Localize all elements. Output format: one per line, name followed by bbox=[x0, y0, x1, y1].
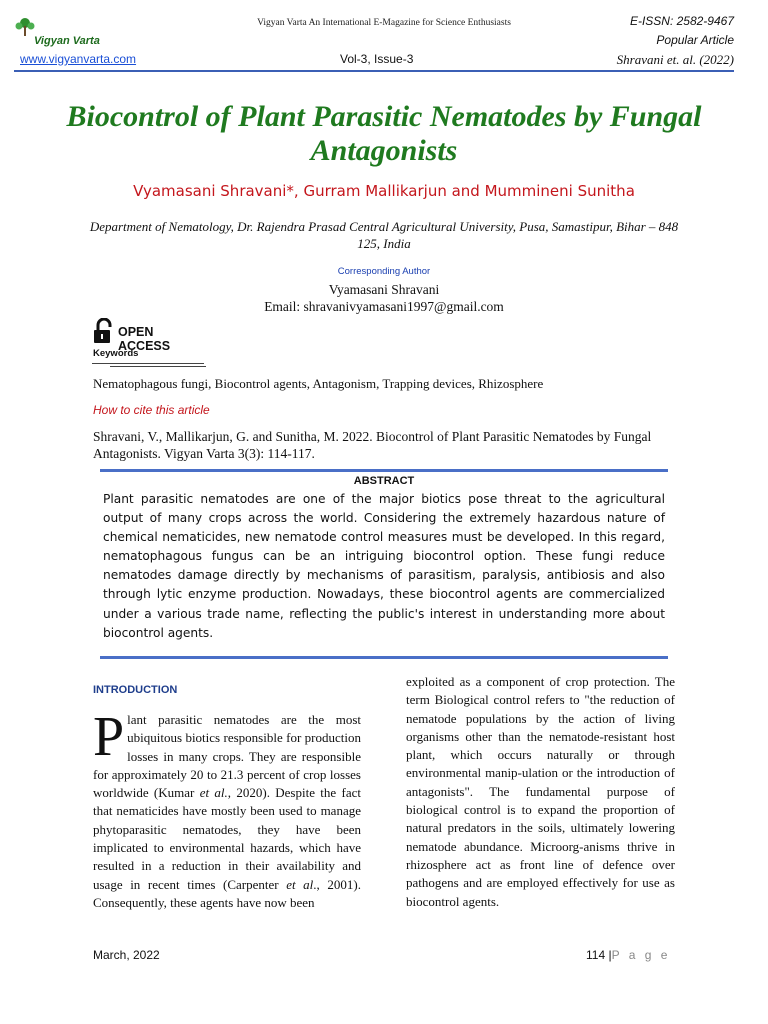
keywords-label: Keywords bbox=[93, 348, 139, 359]
footer-date: March, 2022 bbox=[93, 948, 160, 962]
footer-page-number bbox=[586, 948, 670, 962]
left-text-part-2: , 2020). Despite the fact that nematicides have mostly been used to manage phytoparasitic nematodes, they have been implicated to environmental hazards, which have resulted in a reduction in their availability and usage in recent times (Carpenter bbox=[93, 785, 362, 892]
citation-text: Shravani, V., Mallikarjun, G. and Sunitha, M. 2022. Biocontrol of Plant Parasitic Nematodes by Fungal Antagonists. Vigyan Varta 3(3): 114-117. bbox=[93, 429, 652, 461]
open-access-badge bbox=[92, 318, 207, 353]
page-separator: | bbox=[608, 948, 612, 962]
corresponding-author-name: Vyamasani Shravani bbox=[328, 282, 440, 297]
issn: E-ISSN: 2582-9467 bbox=[629, 14, 734, 28]
logo-text: Vigyan Varta bbox=[34, 35, 100, 47]
drop-cap: P bbox=[93, 706, 125, 768]
left-text-part-3: ., 2001). Consequently, these agents have now been bbox=[93, 876, 361, 910]
abstract-rule-top bbox=[100, 469, 668, 472]
introduction-heading: INTRODUCTION bbox=[93, 684, 178, 696]
article-type: Popular Article bbox=[656, 33, 734, 47]
magazine-title: Vigyan Varta An International E-Magazine for Science Enthusiasts bbox=[257, 18, 511, 28]
left-column-text bbox=[93, 706, 362, 912]
volume-issue: Vol-3, Issue-3 bbox=[340, 52, 414, 66]
running-citation: Shravani et. al. (2022) bbox=[616, 52, 734, 67]
left-text-part-1: lant parasitic nematodes are the most ubiquitous biotics responsible for production losses in many crops. They are responsible for approximately 20 to 21.3 percent of crop losses worldwide (Kumar bbox=[93, 712, 361, 801]
abstract-rule-bottom bbox=[100, 656, 668, 659]
website-link[interactable]: www.vigyanvarta.com bbox=[20, 52, 137, 66]
abstract-body: Plant parasitic nematodes are one of the major biotics pose threat to the agricultural output of many crops across the world. Considering the extremely hazardous nature of chemical nematicides, new nematode control measures must be developed. In this regard, nematophagous fungus can be an intriguing biocontrol option. These fungi reduce nematodes damage directly by mechanisms of parasitism, paralysis, antibiosis and also through lytic enzyme production. Nowadays, these biocontrol agents are commercialized under a various trade name, reflecting the public's interest in understanding more about biocontrol agents. bbox=[103, 492, 665, 640]
authors: Vyamasani Shravani*, Gurram Mallikarjun and Mummineni Sunitha bbox=[133, 182, 635, 200]
open-access-text: OPEN ACCESS bbox=[118, 325, 171, 353]
left-text-italic-1: et al. bbox=[199, 785, 228, 801]
right-column-text: exploited as a component of crop protection. The term Biological control refers to "the reduction of nematode populations by the action of living organisms other than the nematode-resistant host plant, which occurs naturally or through environmental manip-ulation or the introduction of antagonists". The fundamental purpose of biological control is to expand the proportion of natural predators in the soils, ultimately lowering nematode abundance. Microorg-anisms thrive in rhizosphere act as front line of defence over pathogens and are employed effectively for use as biocontrol agents. bbox=[406, 674, 675, 909]
keywords: Nematophagous fungi, Biocontrol agents, Antagonism, Trapping devices, Rhizosphere bbox=[93, 376, 544, 391]
keywords-rule-secondary bbox=[110, 366, 206, 367]
abstract-heading: ABSTRACT bbox=[353, 475, 415, 487]
keywords-rule bbox=[92, 363, 204, 364]
article-title: Biocontrol of Plant Parasitic Nematodes by Fungal Antagonists bbox=[66, 100, 702, 167]
open-lock-icon bbox=[92, 318, 116, 344]
corresponding-author-label: Corresponding Author bbox=[337, 266, 431, 277]
page-number: 114 bbox=[586, 948, 606, 962]
corresponding-author-email[interactable]: Email: shravanivyamasani1997@gmail.com bbox=[264, 299, 504, 314]
page-label: P a g e bbox=[611, 948, 671, 962]
affiliation: Department of Nematology, Dr. Rajendra Prasad Central Agricultural University, Pusa, Samastipur, Bihar – 848 125, India bbox=[89, 219, 679, 251]
left-text-italic-2: et al bbox=[286, 876, 314, 892]
how-to-cite-label: How to cite this article bbox=[93, 403, 210, 417]
header-rule bbox=[14, 70, 734, 72]
